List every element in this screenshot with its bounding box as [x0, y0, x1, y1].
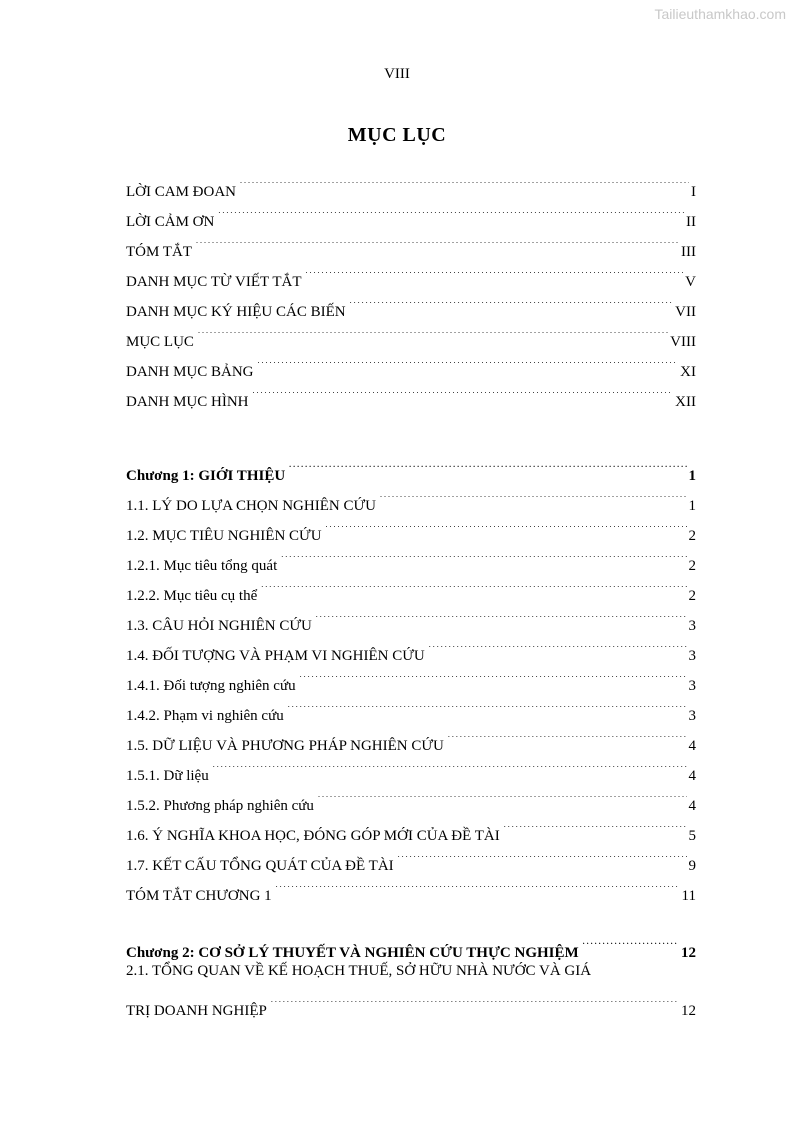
- toc-chapter-2: [126, 927, 696, 1019]
- toc-entry-label: 1.2.2. Mục tiêu cụ thể: [126, 588, 258, 604]
- toc-entry[interactable]: [126, 256, 696, 290]
- toc-front-matter: [126, 166, 696, 410]
- toc-entry-page: 1: [688, 498, 696, 514]
- dot-leader: [583, 927, 679, 957]
- toc-entry-page: 4: [688, 798, 696, 814]
- toc-entry-label: 1.1. LÝ DO LỰA CHỌN NGHIÊN CỨU: [126, 498, 376, 514]
- toc-entry-label: DANH MỤC BẢNG: [126, 364, 254, 380]
- toc-entry-page: 3: [688, 708, 696, 724]
- toc-chapter-heading[interactable]: [126, 927, 696, 961]
- dot-leader: [213, 750, 687, 780]
- toc-chapter-1: [126, 450, 696, 904]
- toc-entry-label: MỤC LỤC: [126, 334, 194, 350]
- dot-leader: [318, 780, 687, 810]
- toc-entry-label: 1.2. MỤC TIÊU NGHIÊN CỨU: [126, 528, 322, 544]
- toc-entry-page: XII: [675, 394, 696, 410]
- toc-entry-label: 1.7. KẾT CẤU TỔNG QUÁT CỦA ĐỀ TÀI: [126, 858, 394, 874]
- dot-leader: [350, 286, 674, 316]
- toc-entry-label: 1.2.1. Mục tiêu tổng quát: [126, 558, 278, 574]
- toc-entry-label: DANH MỤC HÌNH: [126, 394, 249, 410]
- toc-entry-label: DANH MỤC KÝ HIỆU CÁC BIẾN: [126, 304, 346, 320]
- toc-entry-page: 12: [681, 945, 696, 961]
- toc-entry-page: III: [681, 244, 696, 260]
- toc-entry-page: 2: [688, 558, 696, 574]
- toc-entry-page: 3: [688, 678, 696, 694]
- dot-leader: [306, 256, 684, 286]
- toc-entry[interactable]: [126, 780, 696, 814]
- dot-leader: [300, 660, 687, 690]
- dot-leader: [398, 840, 687, 870]
- toc-entry-page: I: [691, 184, 696, 200]
- toc-entry-page: 2: [688, 528, 696, 544]
- toc-entry[interactable]: [126, 226, 696, 260]
- toc-entry-label: Chương 2: CƠ SỞ LÝ THUYẾT VÀ NGHIÊN CỨU THỰC NGHIỆM: [126, 945, 579, 961]
- dot-leader: [281, 540, 686, 570]
- toc-entry-label: 2.1. TỔNG QUAN VỀ KẾ HOẠCH THUẾ, SỞ HỮU NHÀ NƯỚC VÀ GIÁ: [126, 963, 592, 979]
- dot-leader: [289, 450, 686, 480]
- toc-entry-label: 1.5. DỮ LIỆU VÀ PHƯƠNG PHÁP NGHIÊN CỨU: [126, 738, 444, 754]
- toc-entry-label: 1.4.2. Phạm vi nghiên cứu: [126, 708, 284, 724]
- toc-entry-page: 11: [681, 888, 696, 904]
- toc-entry-line-1[interactable]: [126, 957, 696, 985]
- toc-entry-page: 3: [688, 618, 696, 634]
- toc-chapter-heading[interactable]: [126, 450, 696, 484]
- dot-leader: [271, 985, 679, 1015]
- toc-entry[interactable]: [126, 316, 696, 350]
- dot-leader: [326, 510, 687, 540]
- toc-entry-label: LỜI CAM ĐOAN: [126, 184, 236, 200]
- page-number: VIII: [384, 66, 410, 82]
- toc-entry-label: 1.3. CÂU HỎI NGHIÊN CỨU: [126, 618, 312, 634]
- toc-entry-page: 1: [688, 468, 696, 484]
- toc-entry-page: 9: [688, 858, 696, 874]
- toc-entry-label: TÓM TẮT CHƯƠNG 1: [126, 888, 272, 904]
- dot-leader: [448, 720, 687, 750]
- toc-entry-page: 12: [681, 1003, 696, 1019]
- dot-leader: [288, 690, 687, 720]
- toc-entry-page: 3: [688, 648, 696, 664]
- dot-leader: [198, 316, 668, 346]
- dot-leader: [380, 480, 687, 510]
- dot-leader: [429, 630, 687, 660]
- toc-entry-line-2[interactable]: [126, 985, 696, 1019]
- toc-entry-page: V: [685, 274, 696, 290]
- toc-entry-label: 1.4.1. Đối tượng nghiên cứu: [126, 678, 296, 694]
- toc-entry-label: 1.6. Ý NGHĨA KHOA HỌC, ĐÓNG GÓP MỚI CỦA ĐỀ TÀI: [126, 828, 500, 844]
- dot-leader: [196, 226, 679, 256]
- toc-entry[interactable]: [126, 346, 696, 380]
- toc-entry-label: 1.5.1. Dữ liệu: [126, 768, 209, 784]
- toc-entry-label: 1.4. ĐỐI TƯỢNG VÀ PHẠM VI NGHIÊN CỨU: [126, 648, 425, 664]
- toc-entry-label: TÓM TẮT: [126, 244, 192, 260]
- watermark: Tailieuthamkhao.com: [654, 6, 786, 22]
- toc-entry-label: DANH MỤC TỪ VIẾT TẮT: [126, 274, 302, 290]
- toc-entry-label: TRỊ DOANH NGHIỆP: [126, 1003, 267, 1019]
- toc-entry-page: 2: [688, 588, 696, 604]
- dot-leader: [218, 196, 684, 226]
- dot-leader: [258, 346, 679, 376]
- toc-entry-label: LỜI CẢM ƠN: [126, 214, 215, 230]
- dot-leader: [240, 166, 689, 196]
- toc-entry-page: VIII: [670, 334, 696, 350]
- toc-entry-page: XI: [680, 364, 696, 380]
- toc-entry-page: II: [686, 214, 696, 230]
- page-title: MỤC LỤC: [347, 124, 447, 146]
- dot-leader: [316, 600, 687, 630]
- toc-entry-label: Chương 1: GIỚI THIỆU: [126, 468, 286, 484]
- toc-entry-page: VII: [675, 304, 696, 320]
- toc-entry-page: 4: [688, 738, 696, 754]
- dot-leader: [261, 570, 686, 600]
- toc-entry-page: 5: [688, 828, 696, 844]
- toc-entry-label: 1.5.2. Phương pháp nghiên cứu: [126, 798, 314, 814]
- toc-entry-page: 4: [688, 768, 696, 784]
- toc-entry[interactable]: [126, 166, 696, 200]
- dot-leader: [504, 810, 687, 840]
- dot-leader: [253, 376, 674, 406]
- dot-leader: [276, 870, 680, 900]
